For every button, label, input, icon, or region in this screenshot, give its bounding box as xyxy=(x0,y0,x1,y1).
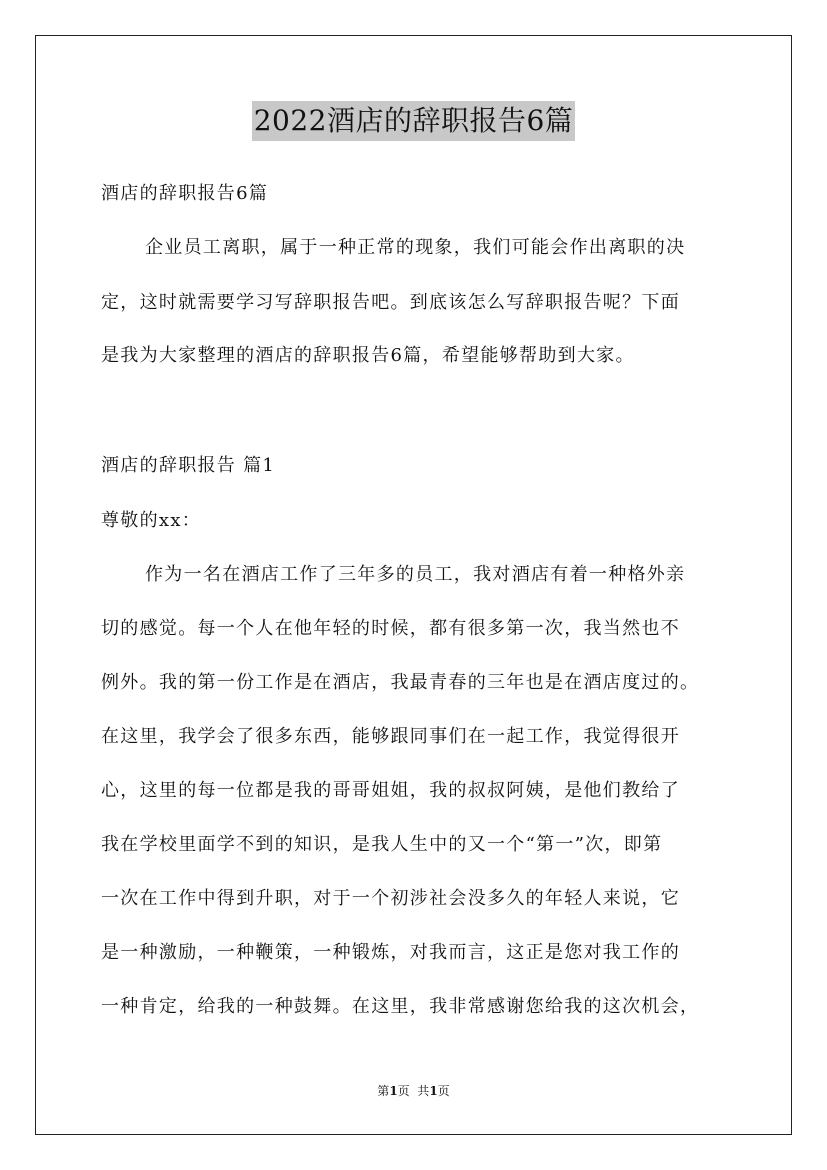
body-line: 是一种激励，一种鞭策，一种锻炼，对我而言，这正是您对我工作的 xyxy=(101,942,680,963)
intro-line: 是我为大家整理的酒店的辞职报告6篇，希望能够帮助到大家。 xyxy=(101,345,635,366)
body-line: 心，这里的每一位都是我的哥哥姐姐，我的叔叔阿姨，是他们教给了 xyxy=(101,780,680,801)
document-title: 2022酒店的辞职报告6篇 xyxy=(252,101,576,141)
body-line: 在这里，我学会了很多东西，能够跟同事们在一起工作，我觉得很开 xyxy=(101,726,680,747)
page-footer xyxy=(0,1083,827,1099)
body-line: 一种肯定，给我的一种鼓舞。在这里，我非常感谢您给我的这次机会， xyxy=(101,996,700,1017)
body-line: 作为一名在酒店工作了三年多的员工，我对酒店有着一种格外亲 xyxy=(145,564,686,585)
body-line: 例外。我的第一份工作是在酒店，我最青春的三年也是在酒店度过的。 xyxy=(101,672,700,693)
page-number: 1 xyxy=(389,1084,398,1098)
footer-suffix: 页 xyxy=(437,1084,450,1098)
footer-prefix: 第 xyxy=(377,1084,390,1098)
body-line: 我在学校里面学不到的知识，是我人生中的又一个“第一”次，即第 xyxy=(101,834,663,855)
section-heading: 酒店的辞职报告 篇1 xyxy=(101,455,276,476)
salutation: 尊敬的xx： xyxy=(101,510,202,531)
page-total: 1 xyxy=(429,1084,438,1098)
title-container xyxy=(0,101,827,141)
intro-line: 定，这时就需要学习写辞职报告吧。到底该怎么写辞职报告呢？下面 xyxy=(101,292,680,313)
intro-line: 企业员工离职，属于一种正常的现象，我们可能会作出离职的决 xyxy=(145,237,686,258)
body-line: 一次在工作中得到升职，对于一个初涉社会没多久的年轻人来说，它 xyxy=(101,888,680,909)
document-subtitle: 酒店的辞职报告6篇 xyxy=(101,183,269,204)
body-line: 切的感觉。每一个人在他年轻的时候，都有很多第一次，我当然也不 xyxy=(101,618,680,639)
footer-mid: 页 共 xyxy=(397,1084,430,1098)
